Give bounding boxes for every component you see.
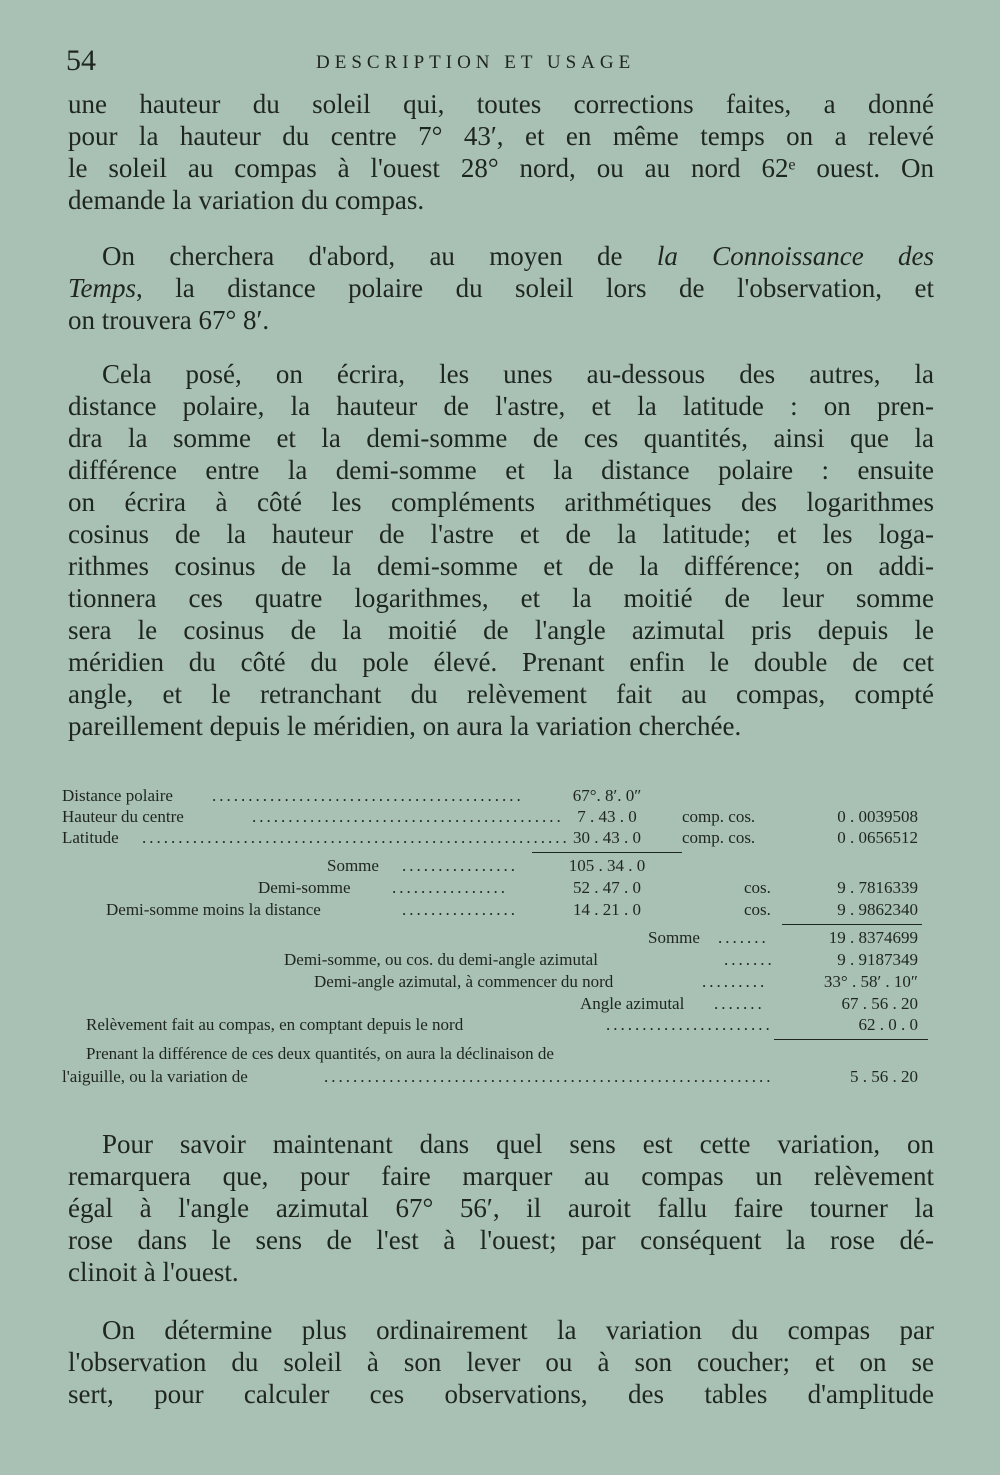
paragraph-1 bbox=[68, 88, 934, 216]
text-line: pareillement depuis le méridien, on aura la variation cherchée. bbox=[68, 711, 742, 741]
table-row bbox=[62, 900, 942, 920]
paragraph-2 bbox=[68, 240, 934, 336]
text-line: dra la somme et la demi-somme de ces quantités, ainsi que la bbox=[68, 423, 934, 453]
table-row bbox=[62, 1044, 942, 1064]
table-row bbox=[62, 950, 942, 970]
angle-value: 30 . 43 . 0 bbox=[573, 828, 641, 847]
text-line bbox=[68, 272, 934, 304]
leader-dots: ......... bbox=[702, 972, 768, 991]
row-label: Somme bbox=[327, 856, 379, 875]
page-number: 54 bbox=[66, 44, 96, 77]
row-label: Demi-somme bbox=[258, 878, 351, 897]
row-label: Somme bbox=[648, 928, 700, 947]
running-title: DESCRIPTION ET USAGE bbox=[316, 52, 636, 73]
row-label: l'aiguille, ou la variation de bbox=[62, 1067, 248, 1086]
log-function: comp. cos. bbox=[682, 807, 756, 826]
text-run: On cherchera d'abord, au moyen de bbox=[102, 241, 657, 271]
log-function: comp. cos. bbox=[682, 828, 756, 847]
azimuth-computation-table bbox=[62, 782, 942, 1092]
text-line: rithmes cosinus de la demi-somme et de la différence; on addi- bbox=[68, 551, 934, 581]
table-row bbox=[62, 972, 942, 992]
text-line: on écrira à côté les compléments arithmétiques des logarithmes bbox=[68, 487, 934, 517]
text-line: On détermine plus ordinairement la variation du compas par bbox=[102, 1315, 934, 1345]
paragraph-4 bbox=[68, 1128, 934, 1288]
text-line: rose dans le sens de l'est à l'ouest; par conséquent la rose dé- bbox=[68, 1225, 934, 1255]
table-row bbox=[62, 807, 942, 827]
text-line: tionnera ces quatre logarithmes, et la moitié de leur somme bbox=[68, 583, 934, 613]
text-line: cosinus de la hauteur de l'astre et de la latitude; et les loga- bbox=[68, 519, 934, 549]
text-line: pour la hauteur du centre 7° 43′, et en même temps on a relevé bbox=[68, 121, 934, 151]
angle-value: 67 . 56 . 20 bbox=[841, 994, 918, 1013]
text-line: le soleil au compas à l'ouest 28° nord, ou au nord 62ᵉ ouest. On bbox=[68, 153, 934, 183]
log-value: 9 . 9187349 bbox=[837, 950, 918, 969]
text-line: Pour savoir maintenant dans quel sens est cette variation, on bbox=[102, 1129, 934, 1159]
row-label: Angle azimutal bbox=[580, 994, 685, 1013]
text-line: sera le cosinus de la moitié de l'angle azimutal pris depuis le bbox=[68, 615, 934, 645]
variation-result: 5 . 56 . 20 bbox=[850, 1067, 918, 1086]
leader-dots: ....... bbox=[714, 994, 765, 1013]
angle-value: 67°. 8′. 0″ bbox=[572, 786, 642, 805]
leader-dots: ........................................... bbox=[252, 807, 564, 826]
leader-dots: ........................................... bbox=[212, 786, 524, 805]
row-label: Demi-somme, ou cos. du demi-angle azimutal bbox=[284, 950, 598, 969]
italic-title: la Connoissance des bbox=[656, 241, 934, 271]
row-label: Demi-angle azimutal, à commencer du nord bbox=[314, 972, 614, 991]
log-value: 19 . 8374699 bbox=[828, 928, 918, 947]
text-line: méridien du côté du pole élevé. Prenant enfin le double de cet bbox=[68, 647, 934, 677]
row-label: Latitude bbox=[62, 828, 119, 847]
leader-dots: ....... bbox=[718, 928, 769, 947]
log-value: 9 . 7816339 bbox=[837, 878, 918, 897]
row-label: Distance polaire bbox=[62, 786, 173, 805]
sum-rule bbox=[532, 852, 682, 853]
log-value: 9 . 9862340 bbox=[837, 900, 918, 919]
table-row bbox=[62, 828, 942, 848]
text-line: clinoit à l'ouest. bbox=[68, 1257, 239, 1287]
text-line: demande la variation du compas. bbox=[68, 185, 425, 215]
leader-dots: ................ bbox=[402, 900, 518, 919]
leader-dots: ................ bbox=[402, 856, 518, 875]
text-line: on trouvera 67° 8′. bbox=[68, 305, 270, 335]
angle-value: 7 . 43 . 0 bbox=[577, 807, 637, 826]
angle-value: 52 . 47 . 0 bbox=[573, 878, 641, 897]
text-run: , la distance polaire du soleil lors de l'observation, et bbox=[136, 273, 934, 303]
log-function: cos. bbox=[744, 878, 771, 897]
text-line: sert, pour calculer ces observations, des tables d'amplitude bbox=[68, 1379, 934, 1409]
leader-dots: ........................................................... bbox=[142, 828, 570, 847]
table-row bbox=[62, 928, 942, 948]
sum-rule bbox=[782, 924, 922, 925]
log-function: cos. bbox=[744, 900, 771, 919]
text-line bbox=[68, 240, 934, 272]
table-row bbox=[62, 1067, 942, 1087]
table-row bbox=[62, 856, 942, 876]
row-label: Prenant la différence de ces deux quantités, on aura la déclinaison de bbox=[86, 1044, 554, 1063]
text-line: une hauteur du soleil qui, toutes corrections faites, a donné bbox=[68, 89, 934, 119]
leader-dots: .............................................................. bbox=[324, 1067, 774, 1086]
text-line: angle, et le retranchant du relèvement fait au compas, compté bbox=[68, 679, 934, 709]
italic-title: Temps bbox=[68, 273, 137, 303]
table-row bbox=[62, 994, 942, 1014]
running-header bbox=[66, 44, 930, 84]
leader-dots: ................ bbox=[392, 878, 508, 897]
text-line: égal à l'angle azimutal 67° 56′, il auroit fallu faire tourner la bbox=[68, 1193, 934, 1223]
paragraph-5 bbox=[68, 1314, 934, 1410]
leader-dots: ....................... bbox=[606, 1015, 773, 1034]
angle-value: 105 . 34 . 0 bbox=[568, 856, 646, 875]
text-line: l'observation du soleil à son lever ou à son coucher; et on se bbox=[68, 1347, 934, 1377]
text-line: Cela posé, on écrira, les unes au-dessous des autres, la bbox=[102, 359, 934, 389]
log-value: 0 . 0656512 bbox=[837, 828, 918, 847]
paragraph-3 bbox=[68, 358, 934, 742]
difference-rule bbox=[774, 1039, 928, 1040]
row-label: Demi-somme moins la distance bbox=[106, 900, 321, 919]
log-value: 0 . 0039508 bbox=[837, 807, 918, 826]
text-line: différence entre la demi-somme et la distance polaire : ensuite bbox=[68, 455, 934, 485]
text-line: distance polaire, la hauteur de l'astre, et la latitude : on pren- bbox=[68, 391, 934, 421]
table-row bbox=[62, 786, 942, 806]
text-line: remarquera que, pour faire marquer au compas un relèvement bbox=[68, 1161, 934, 1191]
angle-value: 14 . 21 . 0 bbox=[573, 900, 641, 919]
table-row bbox=[62, 1015, 942, 1035]
row-label: Relèvement fait au compas, en comptant depuis le nord bbox=[86, 1015, 464, 1034]
angle-value: 33° . 58′ . 10″ bbox=[823, 972, 918, 991]
angle-value: 62 . 0 . 0 bbox=[858, 1015, 918, 1034]
table-row bbox=[62, 878, 942, 898]
row-label: Hauteur du centre bbox=[62, 807, 184, 826]
leader-dots: ....... bbox=[724, 950, 775, 969]
